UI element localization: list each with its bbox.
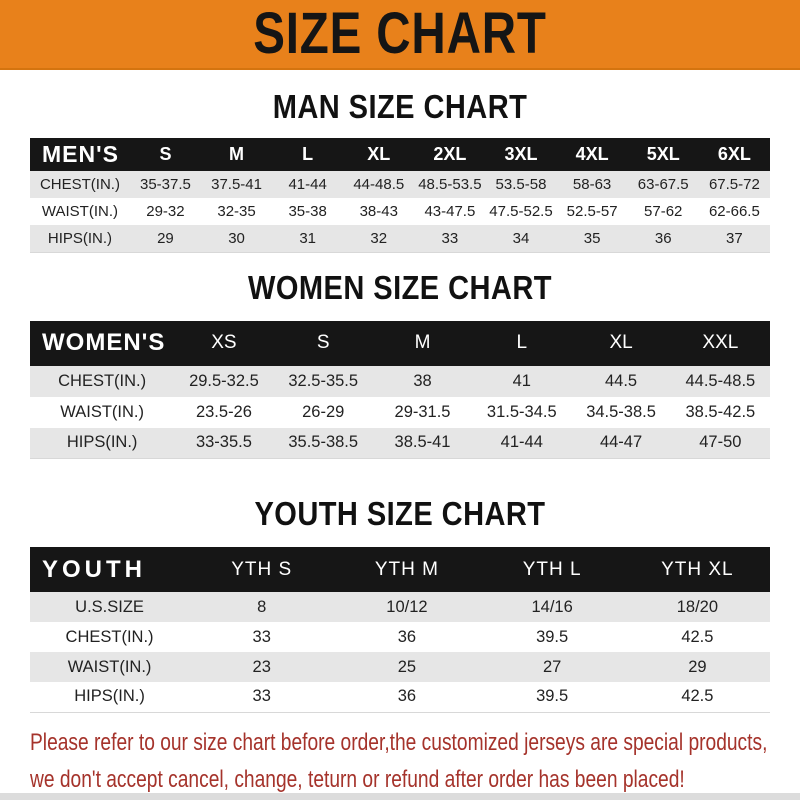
size-value-cell: 36 (654, 229, 672, 247)
size-column-header: XL (367, 144, 391, 164)
size-column-header: YTH M (374, 558, 439, 580)
size-value-cell: 42.5 (681, 687, 714, 706)
size-column-header: XL (609, 332, 633, 353)
row-label: CHEST(IN.) (58, 371, 147, 390)
size-value-cell: 37.5-41 (211, 176, 262, 193)
size-value-cell: 29-32 (146, 203, 185, 220)
table-row (30, 198, 770, 225)
table-row (30, 652, 770, 682)
size-value-cell: 23.5-26 (195, 402, 252, 421)
size-value-cell: 35-38 (288, 203, 327, 220)
table-header-row (30, 547, 770, 592)
size-value-cell: 29-31.5 (394, 402, 451, 421)
size-column-header: S (316, 332, 330, 353)
table-row (30, 428, 770, 459)
size-value-cell: 44-47 (599, 433, 643, 452)
row-label: CHEST(IN.) (39, 176, 120, 193)
table-row (30, 225, 770, 252)
size-value-cell: 67.5-72 (708, 176, 760, 193)
size-value-cell: 39.5 (536, 627, 569, 646)
row-label: HIPS(IN.) (74, 687, 145, 706)
size-column-header: 4XL (575, 144, 609, 164)
size-value-cell: 35 (583, 229, 601, 247)
size-value-cell: 32.5-35.5 (288, 371, 359, 390)
row-label: WAIST(IN.) (60, 402, 144, 421)
row-label: U.S.SIZE (75, 597, 144, 616)
size-value-cell: 53.5-58 (495, 176, 547, 193)
size-value-cell: 25 (397, 657, 417, 676)
size-column-header: YTH S (231, 558, 293, 580)
size-value-cell: 63-67.5 (637, 176, 689, 193)
size-value-cell: 43-47.5 (424, 203, 476, 220)
size-value-cell: 29 (157, 229, 174, 247)
table-row (30, 171, 770, 198)
row-label: HIPS(IN.) (47, 229, 113, 247)
women-size-table (30, 321, 770, 460)
footer-note (30, 728, 770, 795)
size-value-cell: 47-50 (699, 433, 742, 452)
table-row (30, 682, 770, 712)
table-group-label: YOUTH (42, 555, 146, 583)
size-value-cell: 31 (299, 229, 316, 247)
size-value-cell: 36 (397, 687, 417, 706)
size-column-header: YTH L (522, 558, 582, 580)
size-column-header: 5XL (646, 144, 680, 164)
size-value-cell: 33-35.5 (195, 433, 252, 452)
size-value-cell: 37 (726, 229, 743, 247)
size-value-cell: 33 (441, 229, 459, 247)
table-group-label: MEN'S (42, 141, 119, 167)
table-row (30, 366, 770, 397)
size-value-cell: 14/16 (531, 597, 573, 616)
size-value-cell: 29 (688, 657, 707, 676)
table-row (30, 622, 770, 652)
table-row (30, 592, 770, 622)
size-value-cell: 33 (252, 627, 271, 646)
size-value-cell: 38.5-42.5 (685, 402, 756, 421)
size-value-cell: 52.5-57 (566, 203, 618, 220)
youth-size-table (30, 547, 770, 713)
size-chart-content (0, 89, 800, 795)
size-value-cell: 38 (413, 371, 432, 390)
bottom-strip (0, 793, 800, 800)
size-value-cell: 10/12 (386, 597, 428, 616)
size-value-cell: 33 (252, 687, 271, 706)
size-value-cell: 42.5 (681, 627, 714, 646)
table-group-label: WOMEN'S (42, 329, 166, 356)
size-column-header: 3XL (504, 144, 538, 164)
size-value-cell: 34 (512, 229, 530, 247)
size-value-cell: 41-44 (288, 176, 327, 193)
title-banner (0, 0, 800, 70)
size-value-cell: 31.5-34.5 (486, 402, 557, 421)
size-value-cell: 32 (370, 229, 388, 247)
size-value-cell: 57-62 (644, 203, 683, 220)
youth-size-section (30, 496, 770, 713)
men-size-table (30, 138, 770, 253)
size-column-header: 6XL (717, 144, 751, 164)
size-value-cell: 29.5-32.5 (189, 371, 259, 390)
size-value-cell: 38.5-41 (394, 433, 451, 452)
table-row (30, 397, 770, 428)
size-value-cell: 41 (512, 371, 531, 390)
men-section-heading: MAN SIZE CHART (272, 88, 528, 125)
women-section-heading: WOMEN SIZE CHART (248, 268, 552, 306)
size-column-header: YTH XL (661, 558, 734, 580)
size-column-header: L (302, 144, 314, 164)
size-value-cell: 39.5 (536, 687, 569, 706)
row-label: WAIST(IN.) (67, 657, 152, 676)
size-column-header: M (414, 332, 431, 353)
size-column-header: M (229, 144, 245, 164)
row-label: CHEST(IN.) (65, 627, 154, 646)
size-value-cell: 35.5-38.5 (288, 433, 359, 452)
size-value-cell: 58-63 (572, 176, 612, 193)
size-column-header: S (159, 144, 172, 164)
size-value-cell: 26-29 (302, 402, 345, 421)
row-label: HIPS(IN.) (66, 433, 138, 452)
size-value-cell: 36 (397, 627, 417, 646)
size-value-cell: 32-35 (217, 203, 256, 220)
size-value-cell: 34.5-38.5 (586, 402, 656, 421)
size-value-cell: 44.5-48.5 (685, 371, 756, 390)
footer-note-line-2: we don't accept cancel, change, teturn or refund after order has been placed! (30, 765, 685, 793)
size-value-cell: 47.5-52.5 (489, 203, 553, 220)
size-value-cell: 44.5 (605, 371, 638, 390)
table-header-row (30, 321, 770, 366)
footer-note-line-1: Please refer to our size chart before order,the customized jerseys are special products, (30, 728, 768, 756)
size-column-header: 2XL (433, 144, 467, 164)
youth-section-heading: YOUTH SIZE CHART (254, 495, 546, 532)
size-value-cell: 44-48.5 (353, 176, 405, 193)
men-size-section (30, 89, 770, 253)
size-value-cell: 41-44 (500, 433, 543, 452)
size-value-cell: 48.5-53.5 (418, 176, 482, 193)
size-value-cell: 62-66.5 (708, 203, 760, 220)
size-column-header: L (516, 332, 528, 353)
size-value-cell: 23 (252, 657, 271, 676)
size-column-header: XXL (702, 332, 739, 353)
size-value-cell: 30 (228, 229, 245, 247)
size-value-cell: 8 (257, 597, 267, 616)
table-header-row (30, 138, 770, 171)
size-value-cell: 27 (542, 657, 562, 676)
size-value-cell: 18/20 (676, 597, 719, 616)
women-size-section (30, 270, 770, 460)
page-title: SIZE CHART (253, 1, 547, 66)
size-value-cell: 35-37.5 (140, 176, 191, 193)
size-value-cell: 38-43 (359, 203, 398, 220)
size-column-header: XS (211, 332, 237, 353)
row-label: WAIST(IN.) (41, 203, 118, 220)
